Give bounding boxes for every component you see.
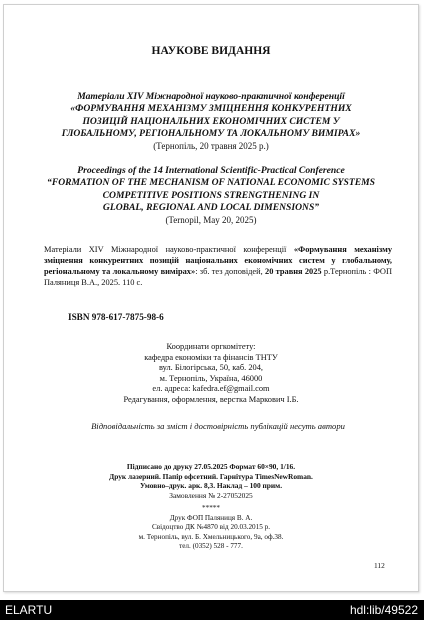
publishing-signed: Підписано до друку 27.05.2025 Формат 60×90, 1/16. <box>126 462 296 471</box>
ua-title-line-3: ПОЗИЦІЙ НАЦІОНАЛЬНИХ ЕКОНОМІЧНИХ СИСТЕМ У <box>82 115 340 127</box>
bibliographic-citation <box>44 244 392 288</box>
ukrainian-title-block <box>4 91 418 152</box>
contacts-editing: Редагування, оформлення, верстка Маркович І.Б. <box>123 394 299 404</box>
publishing-circulation: Умовно–друк. арк. 8,3. Наклад – 100 прим. <box>139 481 283 491</box>
contacts-heading: Координати оргкомітету: <box>166 342 256 351</box>
responsibility-note: Відповідальність за зміст і достовірність публікацій несуть автори <box>91 421 345 431</box>
printer-name: Друк ФОП Паляниця В. А. <box>169 513 253 522</box>
citation-text-3: р.Тернопіль : ФОП Паляниця В.А., 2025. 110 с. <box>44 267 393 287</box>
en-title-line-1: Proceedings of the 14 International Scientific-Practical Conference <box>77 165 345 176</box>
en-place-date: (Ternopil, May 20, 2025) <box>165 215 257 226</box>
contacts-street: вул. Білогірська, 50, каб. 204, <box>158 363 263 373</box>
printer-phone: тел. (0352) 528 - 777. <box>179 542 243 550</box>
en-title-line-3: COMPETITIVE POSITIONS STRENGTHENING IN <box>102 189 320 201</box>
ua-title-line-4: ГЛОБАЛЬНОМУ, РЕГІОНАЛЬНОМУ ТА ЛОКАЛЬНОМУ ВИМІРАХ» <box>61 127 361 139</box>
document-page <box>3 4 419 592</box>
printer-certificate: Свідоцтво ДК №4870 від 20.03.2015 р. <box>151 523 271 531</box>
publishing-print-type: Друк лазерний. Папір офсетний. Гарнітура TimesNewRoman. <box>109 471 313 481</box>
publishing-details <box>4 462 418 500</box>
publishing-order: Замовлення № 2-27052025 <box>169 490 253 500</box>
repository-footer-bar <box>0 600 424 620</box>
contacts-city: м. Тернопіль, Україна, 46000 <box>159 373 263 383</box>
organizing-committee-contacts <box>4 342 418 406</box>
printer-stars: ***** <box>202 504 220 512</box>
english-title-block <box>4 165 418 226</box>
ua-title-line-1: Матеріали XIV Міжнародної науково-практичної конференції <box>77 91 345 102</box>
en-title-line-4: GLOBAL, REGIONAL AND LOCAL DIMENSIONS” <box>102 201 320 213</box>
page-heading: НАУКОВЕ ВИДАННЯ <box>151 45 271 57</box>
citation-date: 20 травня 2025 <box>265 267 322 276</box>
handle-identifier[interactable]: hdl:lib/49522 <box>349 603 418 617</box>
ua-title-line-2: «ФОРМУВАННЯ МЕХАНІЗМУ ЗМІЦНЕННЯ КОНКУРЕНТНИХ <box>70 103 352 115</box>
citation-title: «Формування механізму зміцнення конкурентних позицій національних економічних систем у глобальному, регіональному та локальному вимірах» <box>44 245 393 276</box>
printer-address: м. Тернопіль, вул. Б. Хмельницького, 9а, оф.38. <box>138 532 284 541</box>
page-number: 112 <box>374 561 385 570</box>
repository-name: ELARTU <box>5 603 53 617</box>
printer-details <box>4 504 418 552</box>
isbn: ISBN 978-617-7875-98-6 <box>68 312 164 322</box>
ua-place-date: (Тернопіль, 20 травня 2025 р.) <box>153 141 269 152</box>
contacts-email: ел. адреса: kafedra.ef@gmail.com <box>152 384 270 394</box>
citation-text-1: Матеріали XIV Міжнародної науково-практичної конференції <box>44 245 294 254</box>
contacts-department: кафедра економіки та фінансів ТНТУ <box>144 352 278 362</box>
en-title-line-2: “FORMATION OF THE MECHANISM OF NATIONAL ECONOMIC SYSTEMS <box>47 177 375 189</box>
citation-text-2: : зб. тез доповідей, <box>195 267 265 276</box>
